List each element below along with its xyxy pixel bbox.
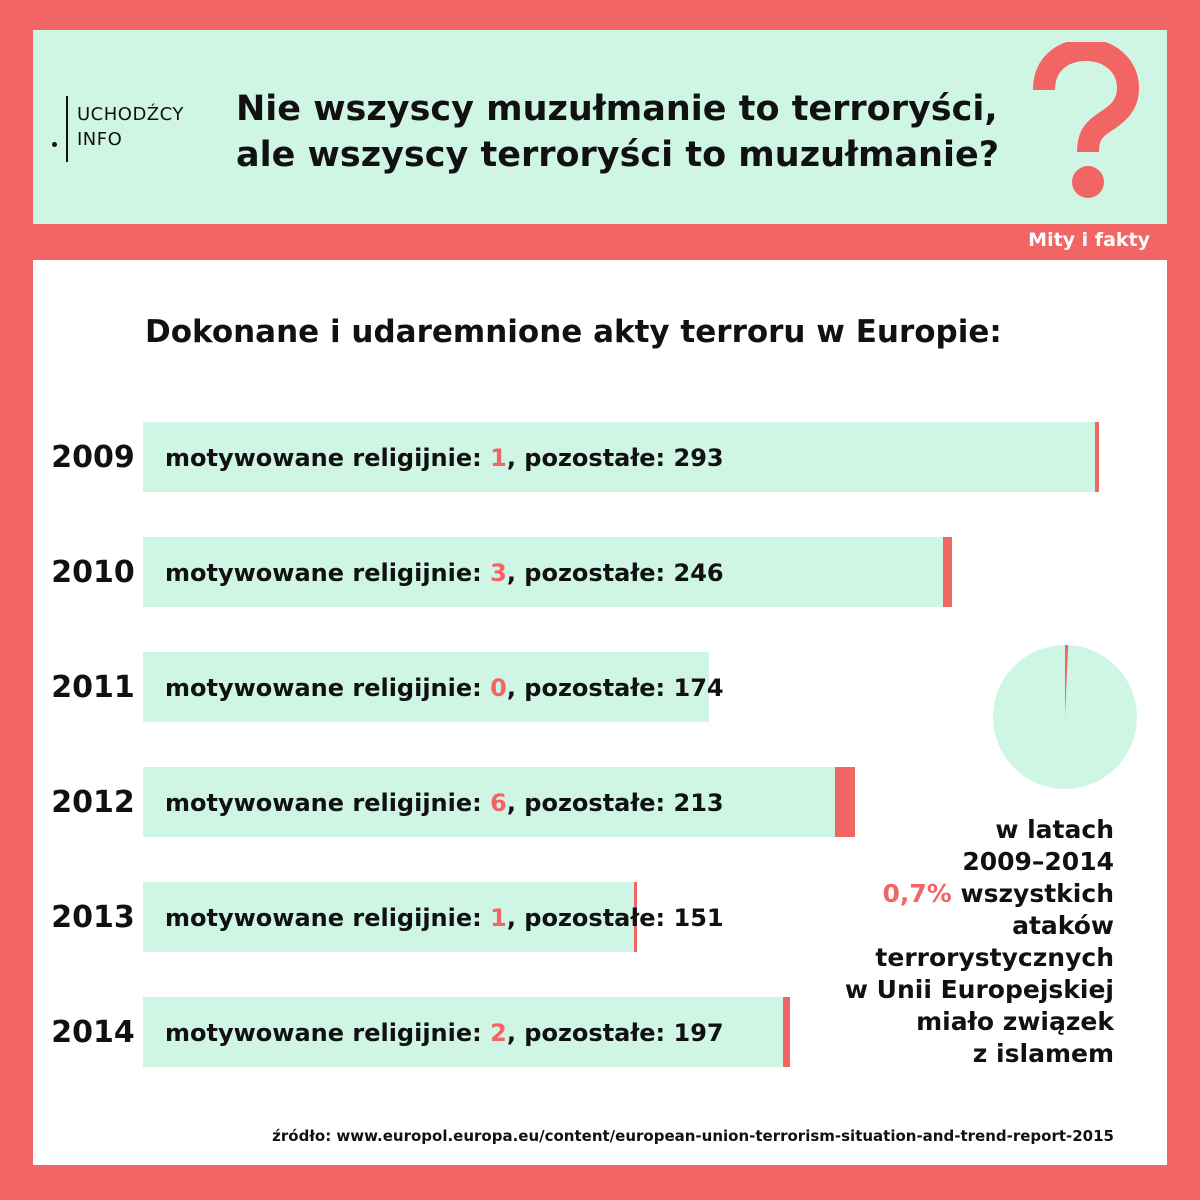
year-label: 2013: [51, 900, 135, 935]
label-religious-value: 2: [490, 1019, 507, 1047]
chart-title: Dokonane i udaremnione akty terroru w Europie:: [145, 314, 1002, 350]
label-religious-text: motywowane religijnie:: [165, 904, 491, 932]
label-religious-text: motywowane religijnie:: [165, 674, 491, 702]
label-others-value: 174: [673, 674, 724, 702]
label-others-text: , pozostałe:: [506, 444, 674, 472]
label-religious-text: motywowane religijnie:: [165, 789, 491, 817]
bar-label: [165, 789, 724, 817]
source-citation: źródło: www.europol.europa.eu/content/european-union-terrorism-situation-and-trend-report-2015: [272, 1127, 1114, 1145]
label-religious-text: motywowane religijnie:: [165, 444, 491, 472]
title-line2: ale wszyscy terroryści to muzułmanie?: [236, 135, 1000, 175]
note-line: [814, 878, 1114, 910]
label-religious-value: 6: [490, 789, 507, 817]
note-line: miało związek: [916, 1007, 1114, 1036]
note-line: terrorystycznych: [875, 943, 1114, 972]
year-label: 2010: [51, 555, 135, 590]
label-others-text: , pozostałe:: [506, 904, 674, 932]
note-line: w Unii Europejskiej: [844, 975, 1114, 1004]
label-religious-value: 3: [490, 559, 507, 587]
label-others-text: , pozostałe:: [506, 1019, 674, 1047]
label-religious-value: 1: [490, 444, 507, 472]
note-line: z islamem: [972, 1039, 1114, 1068]
note-line: ataków: [1012, 911, 1114, 940]
bar-label: [165, 444, 724, 472]
note-highlight: 0,7%: [882, 879, 952, 908]
label-others-text: , pozostałe:: [506, 674, 674, 702]
note-line: 2009–2014: [962, 847, 1114, 876]
summary-note: [814, 814, 1114, 1070]
tagline: Mity i fakty: [1028, 229, 1150, 251]
label-others-value: 197: [673, 1019, 724, 1047]
title-line1: Nie wszyscy muzułmanie to terroryści,: [236, 89, 998, 129]
logo-text-line1: UCHODŹCY: [77, 104, 184, 125]
note-line: w latach: [995, 815, 1114, 844]
year-label: 2011: [51, 670, 135, 705]
logo-text-line2: INFO: [77, 129, 123, 150]
note-line-rest: wszystkich: [951, 879, 1114, 908]
label-religious-value: 1: [490, 904, 507, 932]
bar-religious: [1095, 422, 1098, 492]
bar-religious: [783, 997, 790, 1067]
bar-religious: [943, 537, 953, 607]
label-others-value: 151: [673, 904, 724, 932]
label-others-value: 213: [673, 789, 724, 817]
label-others-text: , pozostałe:: [506, 789, 674, 817]
label-others-value: 246: [673, 559, 724, 587]
year-label: 2012: [51, 785, 135, 820]
label-religious-text: motywowane religijnie:: [165, 559, 491, 587]
label-religious-value: 0: [490, 674, 507, 702]
year-label: 2014: [51, 1015, 135, 1050]
label-others-value: 293: [673, 444, 724, 472]
label-others-text: , pozostałe:: [506, 559, 674, 587]
pie-chart: [990, 642, 1140, 792]
bar-label: [165, 904, 724, 932]
bar-label: [165, 674, 724, 702]
year-label: 2009: [51, 440, 135, 475]
label-religious-text: motywowane religijnie:: [165, 1019, 491, 1047]
bar-label: [165, 559, 724, 587]
bar-label: [165, 1019, 724, 1047]
